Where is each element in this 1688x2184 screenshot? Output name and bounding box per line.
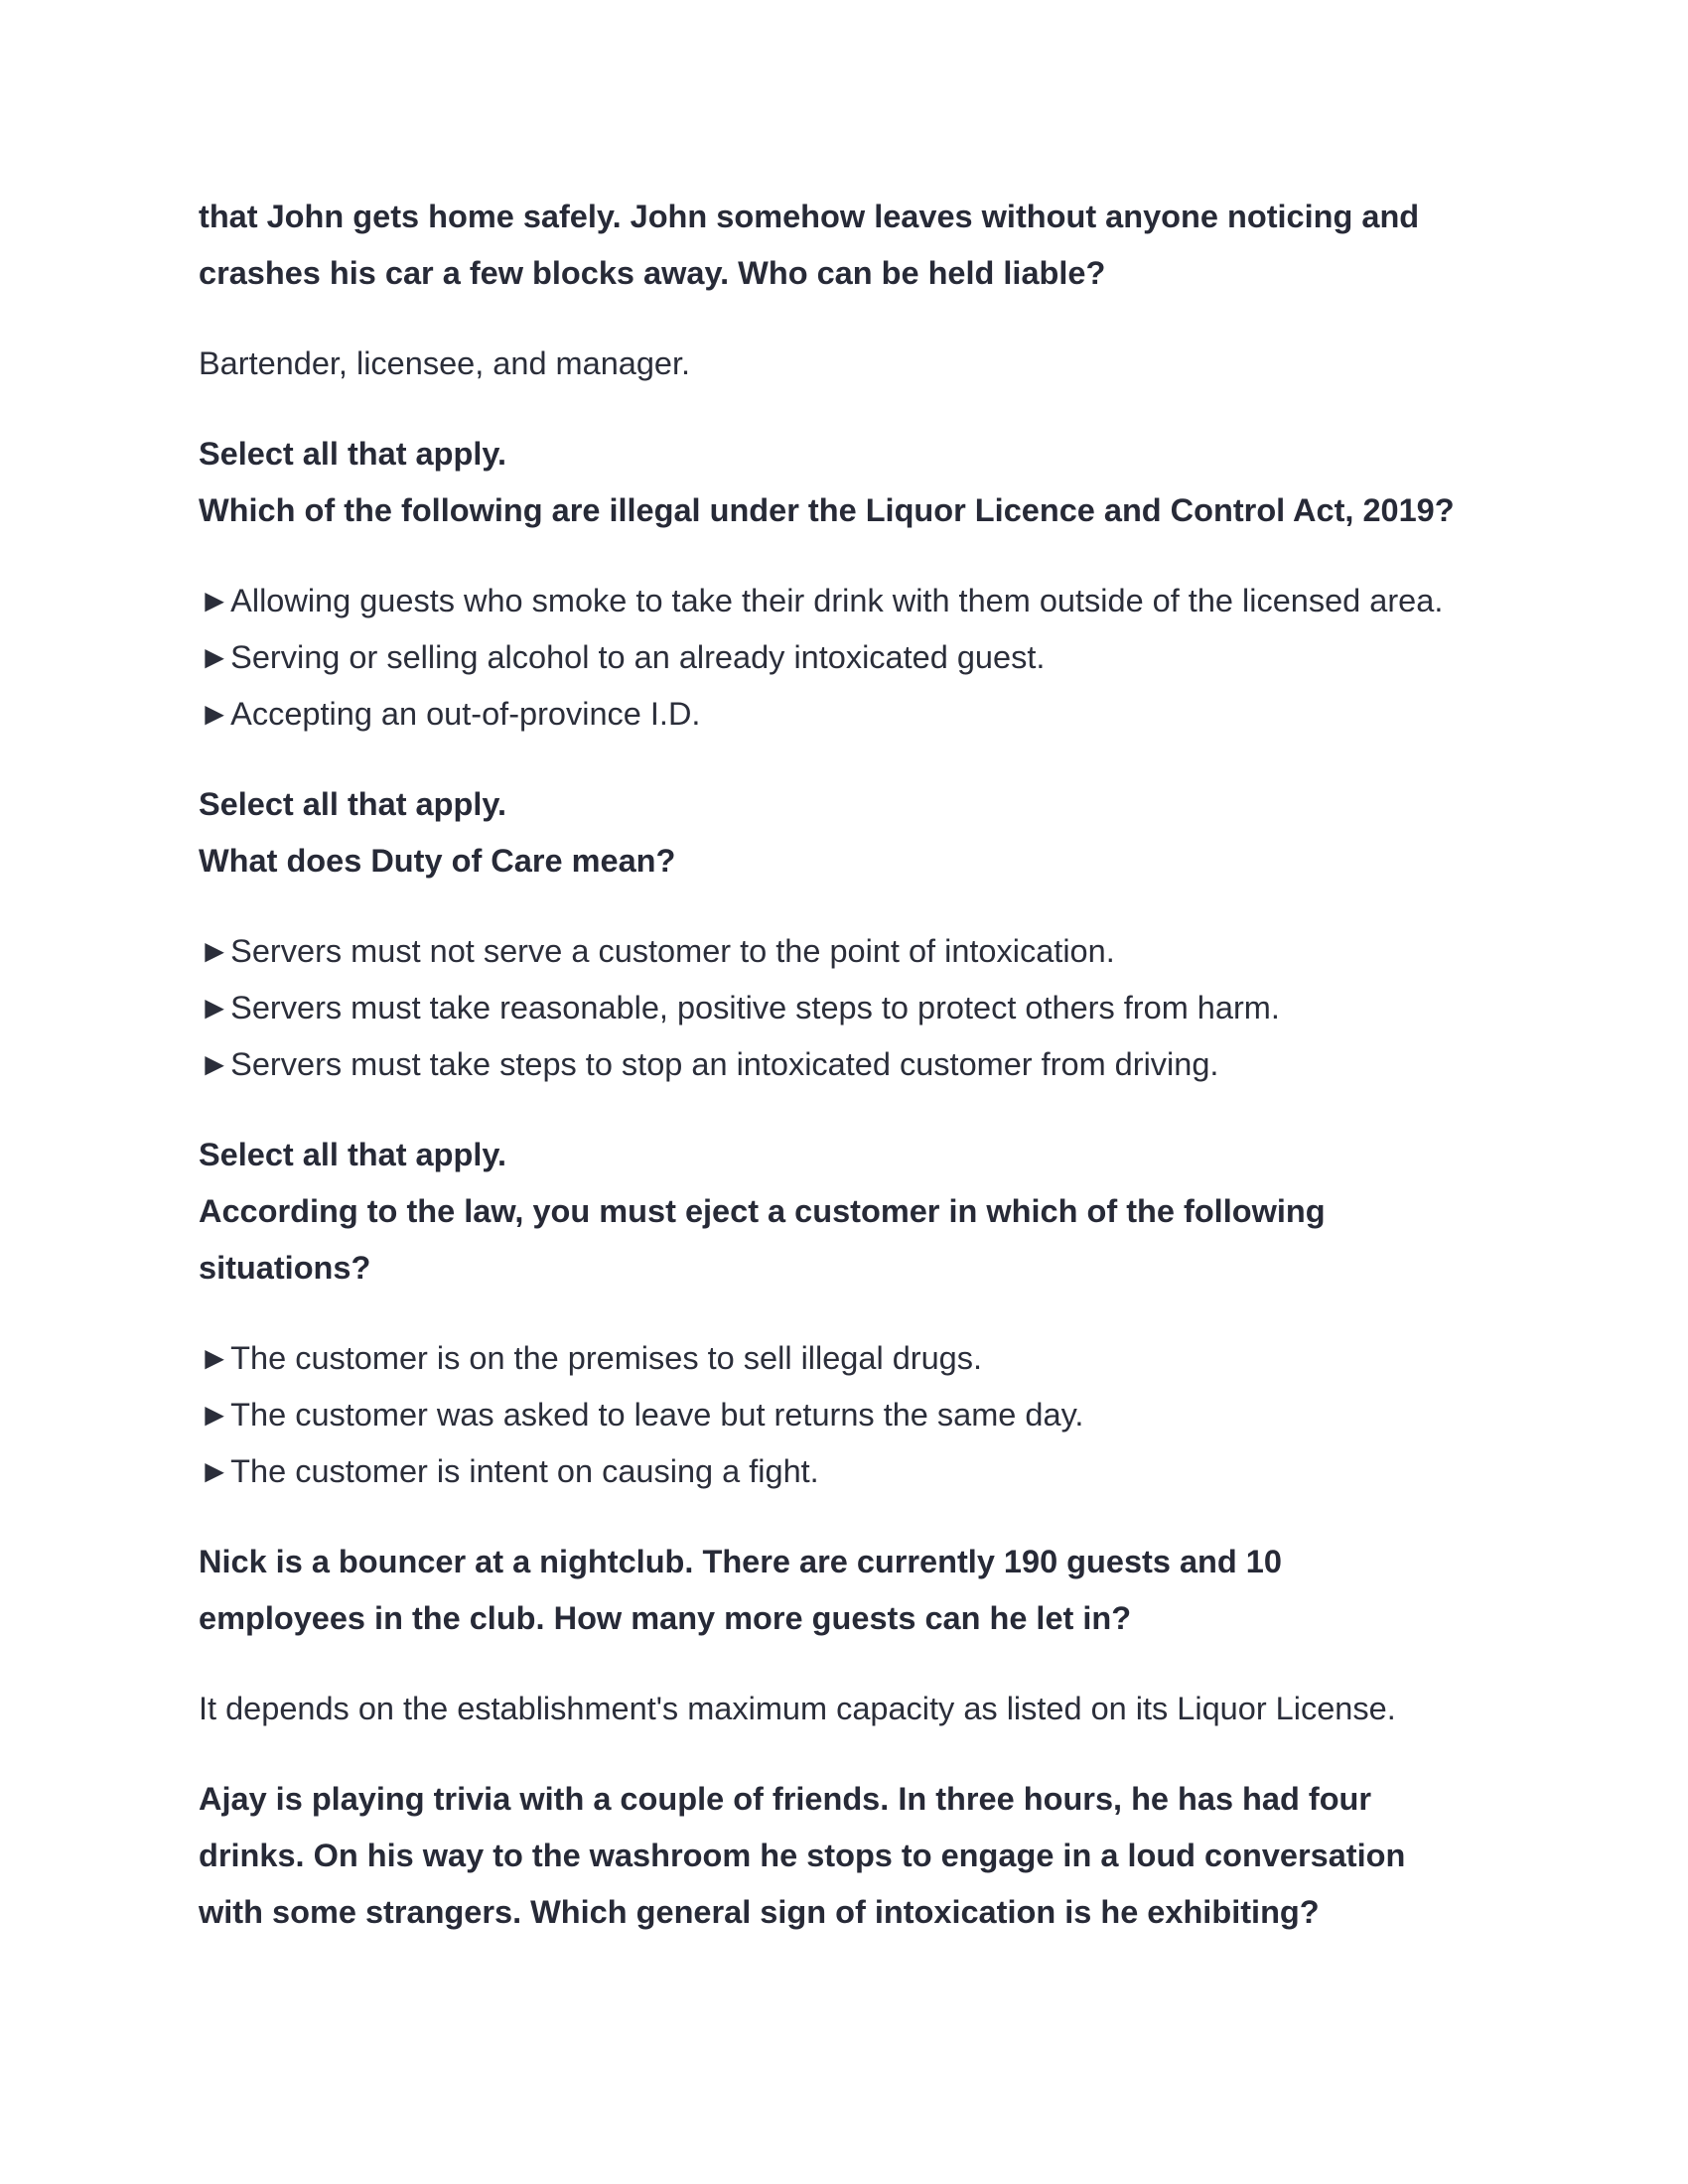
question-illegal-acts: Which of the following are illegal under the Liquor Licence and Control Act, 2019? bbox=[199, 492, 1455, 528]
select-all-label: Select all that apply. bbox=[199, 1137, 507, 1172]
question-john-liability bbox=[199, 189, 1509, 302]
question-intoxication-sign bbox=[199, 1771, 1509, 1941]
answer-options-duty-of-care bbox=[199, 923, 1509, 1093]
answer-option: ►The customer is intent on causing a fight. bbox=[199, 1453, 819, 1489]
answer-options-illegal-acts bbox=[199, 573, 1509, 743]
answer-option: ►Allowing guests who smoke to take their drink with them outside of the licensed area. bbox=[199, 583, 1444, 618]
question-line: situations? bbox=[199, 1250, 371, 1286]
answer-option: ►Servers must take steps to stop an intoxicated customer from driving. bbox=[199, 1046, 1219, 1082]
answer-john-liability: Bartender, licensee, and manager. bbox=[199, 345, 691, 381]
question-duty-of-care: What does Duty of Care mean? bbox=[199, 843, 676, 879]
answer-option: ►Servers must not serve a customer to the point of intoxication. bbox=[199, 933, 1115, 969]
question-line: Nick is a bouncer at a nightclub. There are currently 190 guests and 10 bbox=[199, 1544, 1282, 1579]
select-all-label: Select all that apply. bbox=[199, 786, 507, 822]
answer-option: ►Accepting an out-of-province I.D. bbox=[199, 696, 701, 732]
question-line: crashes his car a few blocks away. Who can be held liable? bbox=[199, 255, 1106, 291]
question-line: Ajay is playing trivia with a couple of friends. In three hours, he has had four bbox=[199, 1781, 1372, 1817]
question-line: employees in the club. How many more guests can he let in? bbox=[199, 1600, 1132, 1636]
question-nightclub-capacity bbox=[199, 1534, 1509, 1647]
question-eject-customer bbox=[199, 1183, 1509, 1297]
question-line: According to the law, you must eject a customer in which of the following bbox=[199, 1193, 1326, 1229]
question-line: drinks. On his way to the washroom he stops to engage in a loud conversation bbox=[199, 1838, 1406, 1873]
document-page bbox=[199, 189, 1509, 1941]
answer-option: ►The customer was asked to leave but returns the same day. bbox=[199, 1397, 1084, 1433]
question-line: that John gets home safely. John somehow leaves without anyone noticing and bbox=[199, 199, 1420, 234]
answer-option: ►Servers must take reasonable, positive steps to protect others from harm. bbox=[199, 990, 1280, 1025]
select-all-label: Select all that apply. bbox=[199, 436, 507, 472]
answer-options-eject-customer bbox=[199, 1330, 1509, 1500]
answer-option: ►The customer is on the premises to sell illegal drugs. bbox=[199, 1340, 983, 1376]
answer-option: ►Serving or selling alcohol to an already intoxicated guest. bbox=[199, 639, 1046, 675]
answer-nightclub-capacity: It depends on the establishment's maximum capacity as listed on its Liquor License. bbox=[199, 1691, 1396, 1726]
question-line: with some strangers. Which general sign of intoxication is he exhibiting? bbox=[199, 1894, 1320, 1930]
